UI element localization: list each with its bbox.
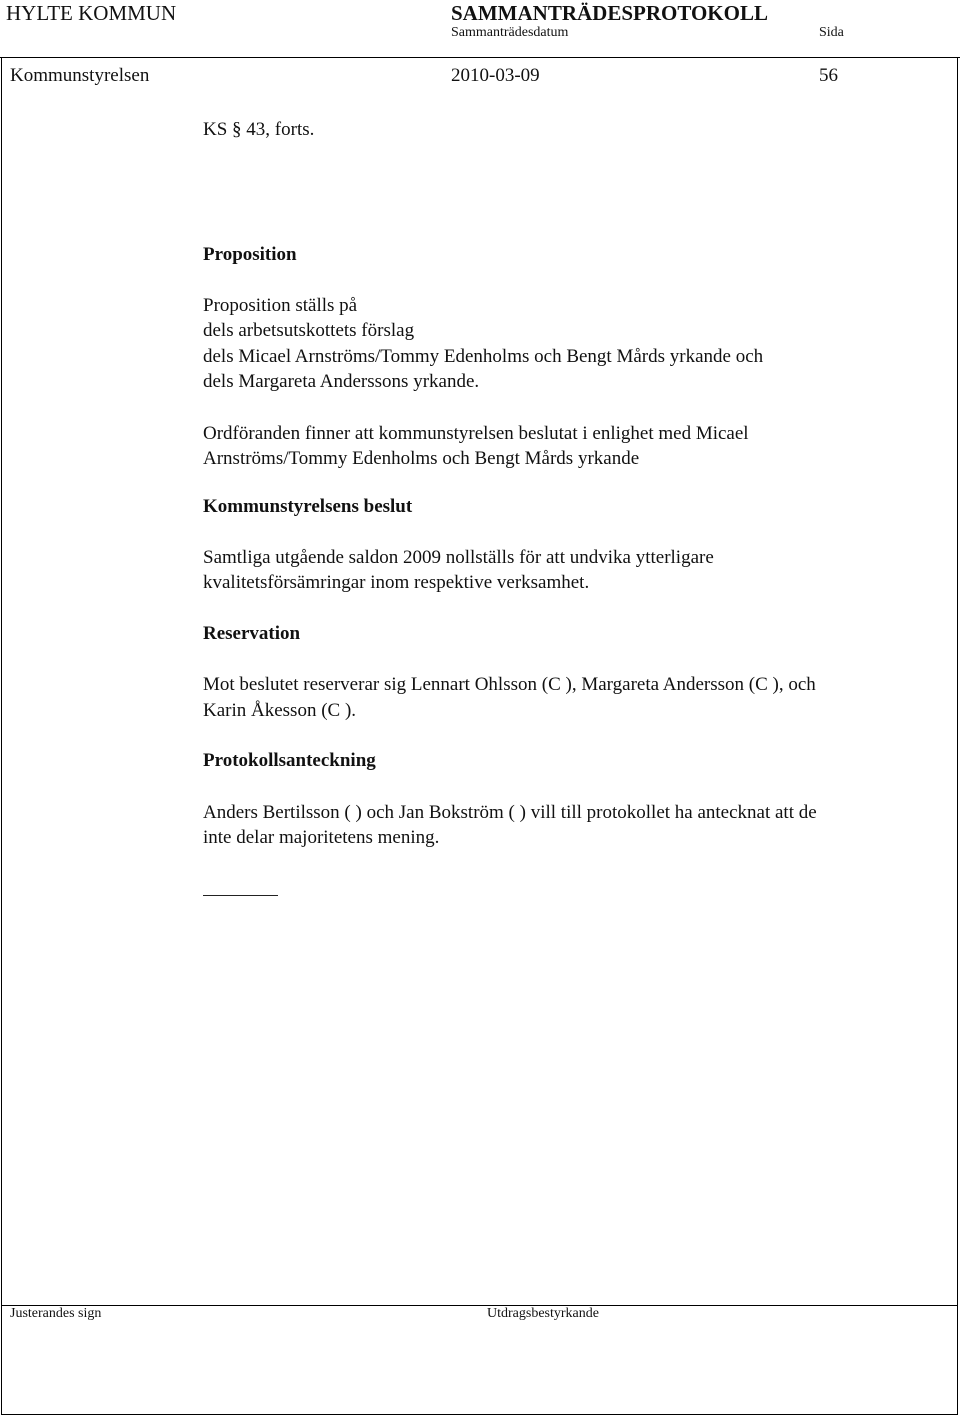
date-label: Sammanträdesdatum: [451, 25, 569, 40]
decision-line: kvalitetsförsämringar inom respektive verksamhet.: [203, 572, 590, 593]
proposition-heading: Proposition: [203, 244, 297, 265]
chair-finding-line: Ordföranden finner att kommunstyrelsen beslutat i enlighet med Micael: [203, 423, 749, 444]
adjuster-sign-label: Justerandes sign: [10, 1306, 102, 1321]
document-type: SAMMANTRÄDESPROTOKOLL: [451, 1, 768, 25]
page-label: Sida: [819, 25, 844, 40]
proposition-line: dels arbetsutskottets förslag: [203, 320, 415, 341]
proposition-line: dels Margareta Anderssons yrkande.: [203, 371, 480, 392]
note-line: Anders Bertilsson ( ) och Jan Bokström ( ) vill till protokollet ha antecknat att de: [203, 802, 817, 823]
committee-name: Kommunstyrelsen: [10, 65, 150, 86]
note-line: inte delar majoritetens mening.: [203, 827, 440, 848]
reservation-line: Karin Åkesson (C ).: [203, 700, 357, 721]
page-frame: [1, 57, 958, 1415]
chair-finding-line: Arnströms/Tommy Edenholms och Bengt Mårds yrkande: [203, 448, 640, 469]
note-heading: Protokollsanteckning: [203, 750, 376, 771]
end-rule: [203, 895, 278, 896]
page-number: 56: [819, 65, 838, 86]
footer-divider: [1, 1305, 958, 1306]
reservation-heading: Reservation: [203, 623, 301, 644]
meeting-date: 2010-03-09: [451, 65, 540, 86]
proposition-line: dels Micael Arnströms/Tommy Edenholms och Bengt Mårds yrkande och: [203, 346, 764, 367]
extract-certification-label: Utdragsbestyrkande: [487, 1306, 599, 1321]
decision-heading: Kommunstyrelsens beslut: [203, 496, 413, 517]
municipality-name: HYLTE KOMMUN: [6, 1, 177, 25]
decision-line: Samtliga utgående saldon 2009 nollställs för att undvika ytterligare: [203, 547, 714, 568]
section-reference: KS § 43, forts.: [203, 119, 315, 140]
reservation-line: Mot beslutet reserverar sig Lennart Ohlsson (C ), Margareta Andersson (C ), och: [203, 674, 816, 695]
proposition-line: Proposition ställs på: [203, 295, 358, 316]
